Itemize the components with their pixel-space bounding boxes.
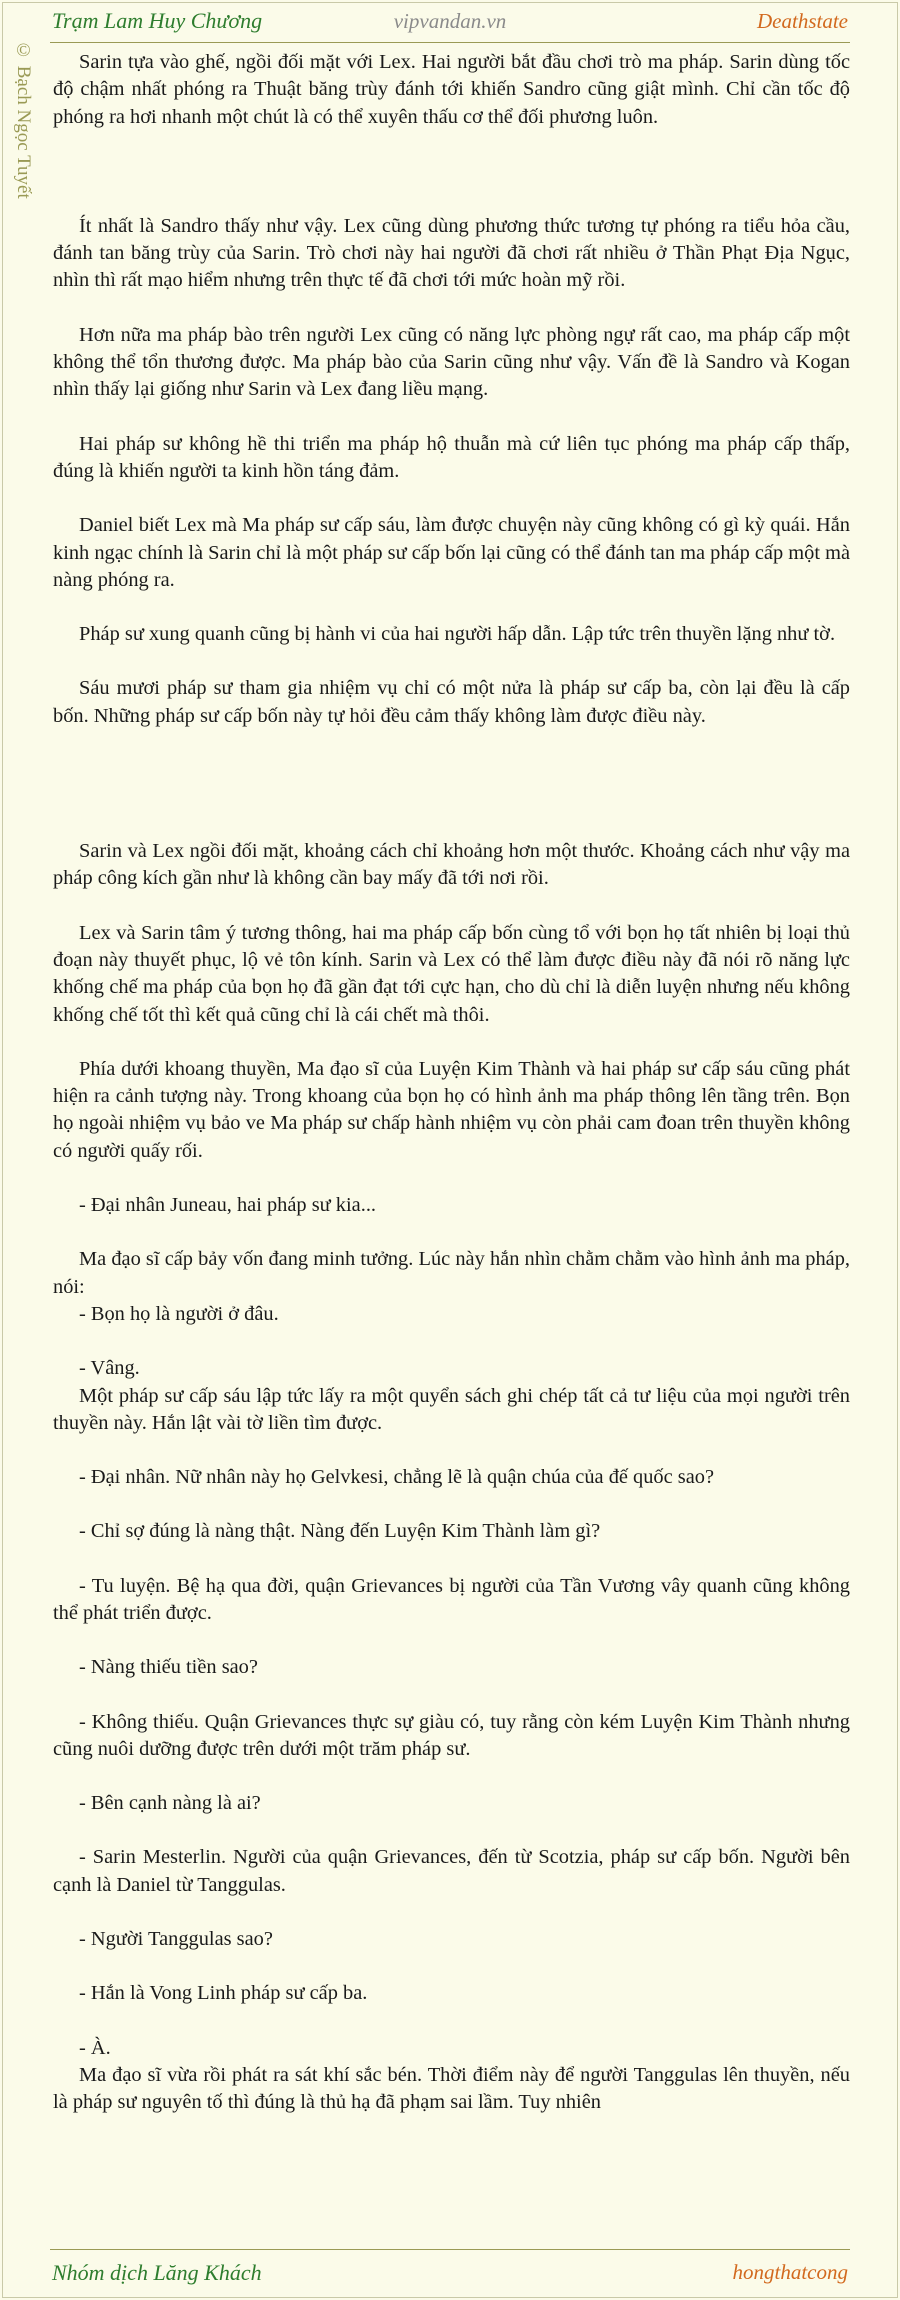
copyright-watermark: © Bạch Ngọc Tuyết: [13, 40, 34, 199]
dialogue-line: - Chỉ sợ đúng là nàng thật. Nàng đến Luyện Kim Thành làm gì?: [79, 1520, 601, 1543]
paragraph: Daniel biết Lex mà Ma pháp sư cấp sáu, làm được chuyện này cũng không có gì kỳ quái. Hắn kinh ngạc chính là Sarin chỉ là một pháp sư cấp bốn lại cũng có thể đánh tan ma pháp cấp một mà nàng phóng ra.: [53, 514, 850, 591]
dialogue-line: - Người Tanggulas sao?: [79, 1928, 273, 1951]
dialogue-line: - Hắn là Vong Linh pháp sư cấp ba.: [79, 1982, 368, 2005]
footer-translator-group: Nhóm dịch Lăng Khách: [52, 2260, 262, 2285]
dialogue-line: - Nàng thiếu tiền sao?: [79, 1656, 258, 1679]
footer-translator: hongthatcong: [732, 2260, 848, 2284]
dialogue-line: - Không thiếu. Quận Grievances thực sự giàu có, tuy rằng còn kém Luyện Kim Thành nhưng cũng nuôi dưỡng được trên dưới một trăm pháp sư.: [53, 1710, 850, 1760]
paragraph: Một pháp sư cấp sáu lập tức lấy ra một quyển sách ghi chép tất cả tư liệu của mọi người trên thuyền này. Hắn lật vài tờ liền tìm được.: [53, 1384, 850, 1434]
dialogue-line: - Bên cạnh nàng là ai?: [79, 1792, 261, 1815]
header-site-name: Trạm Lam Huy Chương: [52, 8, 263, 33]
dialogue-line: - Sarin Mesterlin. Người của quận Grievances, đến từ Scotzia, pháp sư cấp bốn. Người bên cạnh là Daniel từ Tanggulas.: [53, 1846, 850, 1896]
side-watermark: [12, 40, 40, 260]
paragraph: Hai pháp sư không hề thi triển ma pháp hộ thuẫn mà cứ liên tục phóng ma pháp cấp thấp, đúng là khiến người ta kinh hồn táng đảm.: [53, 432, 850, 482]
header-book-title: Deathstate: [757, 9, 848, 33]
paragraph: Ma đạo sĩ vừa rồi phát ra sát khí sắc bén. Thời điểm này để người Tanggulas lên thuyền, nếu là pháp sư nguyên tố thì đúng là thủ hạ đã phạm sai lầm. Tuy nhiên: [53, 2063, 850, 2114]
paragraph: Lex và Sarin tâm ý tương thông, hai ma pháp cấp bốn cùng tổ với bọn họ tất nhiên bị loại thủ đoạn này thuyết phục, lộ vẻ tôn kính. Sarin và Lex có thể làm được điều này đã nói rõ năng lực khống chế ma pháp của bọn họ đã gần đạt tới cực hạn, cho dù chỉ là diễn luyện nhưng nếu không khống chế tốt thì kết quả cũng chỉ là cái chết mà thôi.: [53, 921, 850, 1026]
dialogue-line: - Tu luyện. Bệ hạ qua đời, quận Grievances bị người của Tần Vương vây quanh cũng không thể phát triển được.: [53, 1574, 850, 1624]
paragraph: Sarin và Lex ngồi đối mặt, khoảng cách chỉ khoảng hơn một thước. Khoảng cách như vậy ma pháp công kích gần như là không cần bay mấy đã tới nơi rồi.: [53, 840, 850, 890]
header-site: vipvandan.vn: [393, 9, 507, 33]
dialogue-line: - Vâng.: [79, 1357, 140, 1380]
dialogue-line: - À.: [79, 2036, 111, 2059]
paragraph: Phía dưới khoang thuyền, Ma đạo sĩ của Luyện Kim Thành và hai pháp sư cấp sáu cũng phát hiện ra cảnh tượng này. Trong khoang của bọn họ có hình ảnh ma pháp thông lên tầng trên. Bọn họ ngoài nhiệm vụ bảo ve Ma pháp sư chấp hành nhiệm vụ còn phải cam đoan trên thuyền không có người quấy rối.: [53, 1057, 850, 1162]
page-header: [50, 0, 850, 43]
dialogue-line: - Đại nhân. Nữ nhân này họ Gelvkesi, chẳng lẽ là quận chúa của đế quốc sao?: [79, 1466, 715, 1489]
page-footer: [50, 2249, 850, 2300]
paragraph: Sáu mươi pháp sư tham gia nhiệm vụ chỉ có một nửa là pháp sư cấp ba, còn lại đều là cấp bốn. Những pháp sư cấp bốn này tự hỏi đều cảm thấy không làm được điều này.: [53, 677, 850, 727]
paragraph: Pháp sư xung quanh cũng bị hành vi của hai người hấp dẫn. Lập tức trên thuyền lặng như tờ.: [79, 623, 836, 646]
dialogue-line: - Đại nhân Juneau, hai pháp sư kia...: [79, 1194, 377, 1217]
dialogue-line: - Bọn họ là người ở đâu.: [79, 1302, 279, 1325]
paragraph: Hơn nữa ma pháp bào trên người Lex cũng có năng lực phòng ngự rất cao, ma pháp cấp một không thể tổn thương được. Ma pháp bào của Sarin cũng như vậy. Vấn đề là Sandro và Kogan nhìn thấy lại giống như Sarin và Lex đang liều mạng.: [53, 323, 850, 401]
paragraph: Ít nhất là Sandro thấy như vậy. Lex cũng dùng phương thức tương tự phóng ra tiểu hỏa cầu, đánh tan băng trùy của Sarin. Trò chơi này hai người đã chơi rất nhiều ở Thần Phạt Địa Ngục, nhìn thì rất mạo hiểm nhưng trên thực tế đã chơi tới mức hoàn mỹ rồi.: [53, 214, 850, 292]
chapter-body: [53, 49, 850, 2239]
paragraph: Sarin tựa vào ghế, ngồi đối mặt với Lex. Hai người bắt đầu chơi trò ma pháp. Sarin dùng tốc độ chậm nhất phóng ra Thuật băng trùy đánh tới khiến Sandro cũng giật mình. Chỉ cần tốc độ phóng ra hơi nhanh một chút là có thể xuyên thấu cơ thể đối phương luôn.: [53, 51, 850, 128]
paragraph: Ma đạo sĩ cấp bảy vốn đang minh tưởng. Lúc này hắn nhìn chằm chằm vào hình ảnh ma pháp, nói:: [53, 1248, 850, 1298]
